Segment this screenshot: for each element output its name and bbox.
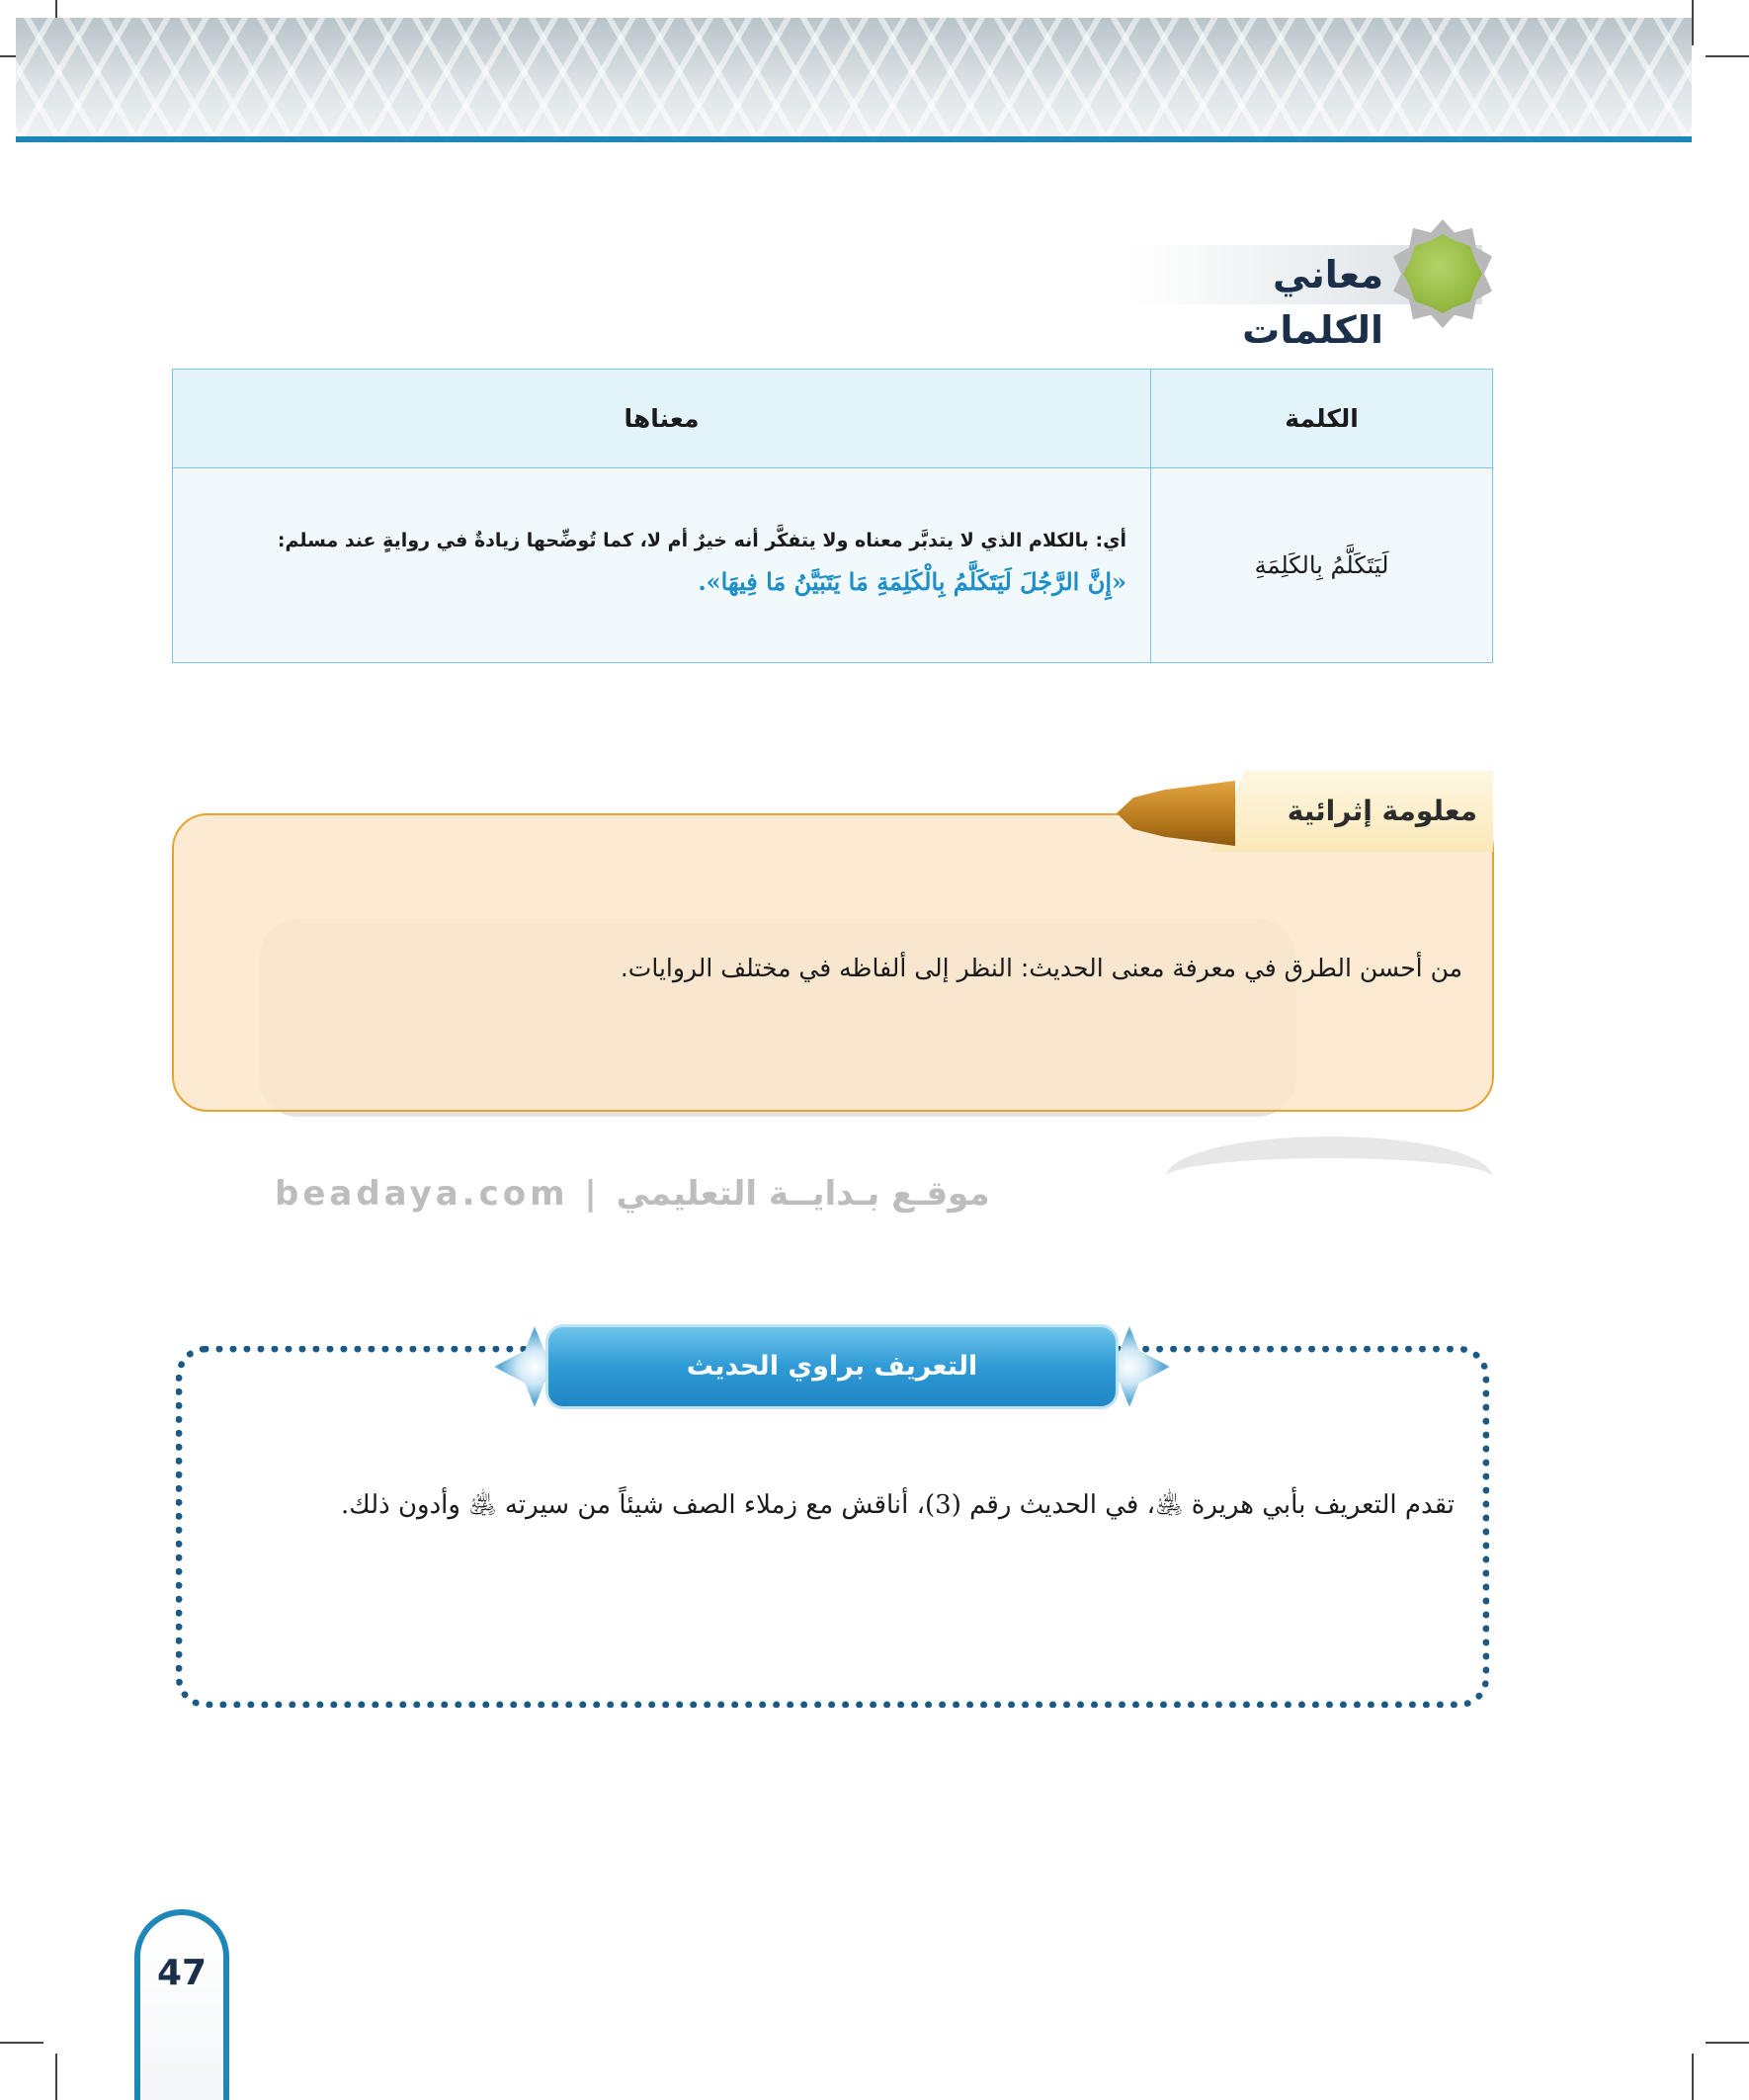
table-row — [173, 468, 1493, 663]
crop-mark — [55, 2054, 57, 2100]
enrichment-text: من أحسن الطرق في معرفة معنى الحديث: النظر إلى ألفاظه في مختلف الروايات. — [620, 954, 1462, 982]
meaning-cell — [173, 468, 1151, 663]
header-pattern-band — [16, 18, 1692, 138]
narrator-title: التعريف براوي الحديث — [686, 1351, 978, 1382]
header-word: الكلمة — [1151, 370, 1493, 468]
watermark-swoosh — [1166, 1136, 1492, 1218]
header-meaning: معناها — [173, 370, 1151, 468]
page-number: 47 — [156, 1953, 208, 1993]
crop-mark — [1706, 55, 1749, 57]
section-title: معاني الكلمات — [1242, 253, 1383, 352]
header-divider-line — [16, 136, 1692, 142]
crop-mark — [1706, 2042, 1749, 2044]
crop-mark — [1692, 2054, 1694, 2100]
watermark-text: beadaya.com | موقـع بـدايــة التعليمي — [275, 1174, 990, 1214]
enrichment-label: معلومة إثرائية — [1287, 795, 1477, 827]
narrator-text: تقدم التعريف بأبي هريرة ﵁، في الحديث رقم (3)، أناقش مع زملاء الصف شيئاً من سيرته ﵁ وأدون ذلك. — [341, 1490, 1455, 1520]
green-badge-icon — [1403, 234, 1482, 313]
word-cell: لَيَتَكَلَّمُ بِالكَلِمَةِ — [1151, 468, 1493, 663]
crop-mark — [0, 2042, 43, 2044]
table-header-row — [173, 370, 1493, 468]
crop-mark — [1692, 0, 1694, 45]
word-meanings-table — [172, 369, 1493, 663]
hadith-quote: «إِنَّ الرَّجُلَ لَيَتَكَلَّمُ بِالْكَلِمَةِ مَا يَتَبَيَّنُ مَا فِيهَا». — [698, 567, 1126, 596]
meaning-text: أي: بالكلام الذي لا يتدبَّر معناه ولا يتفكَّر أنه خيرٌ أم لا، كما تُوضِّحها زيادةٌ في روايةٍ عند مسلم: — [277, 530, 1126, 551]
page-number-tab — [134, 1909, 229, 2100]
